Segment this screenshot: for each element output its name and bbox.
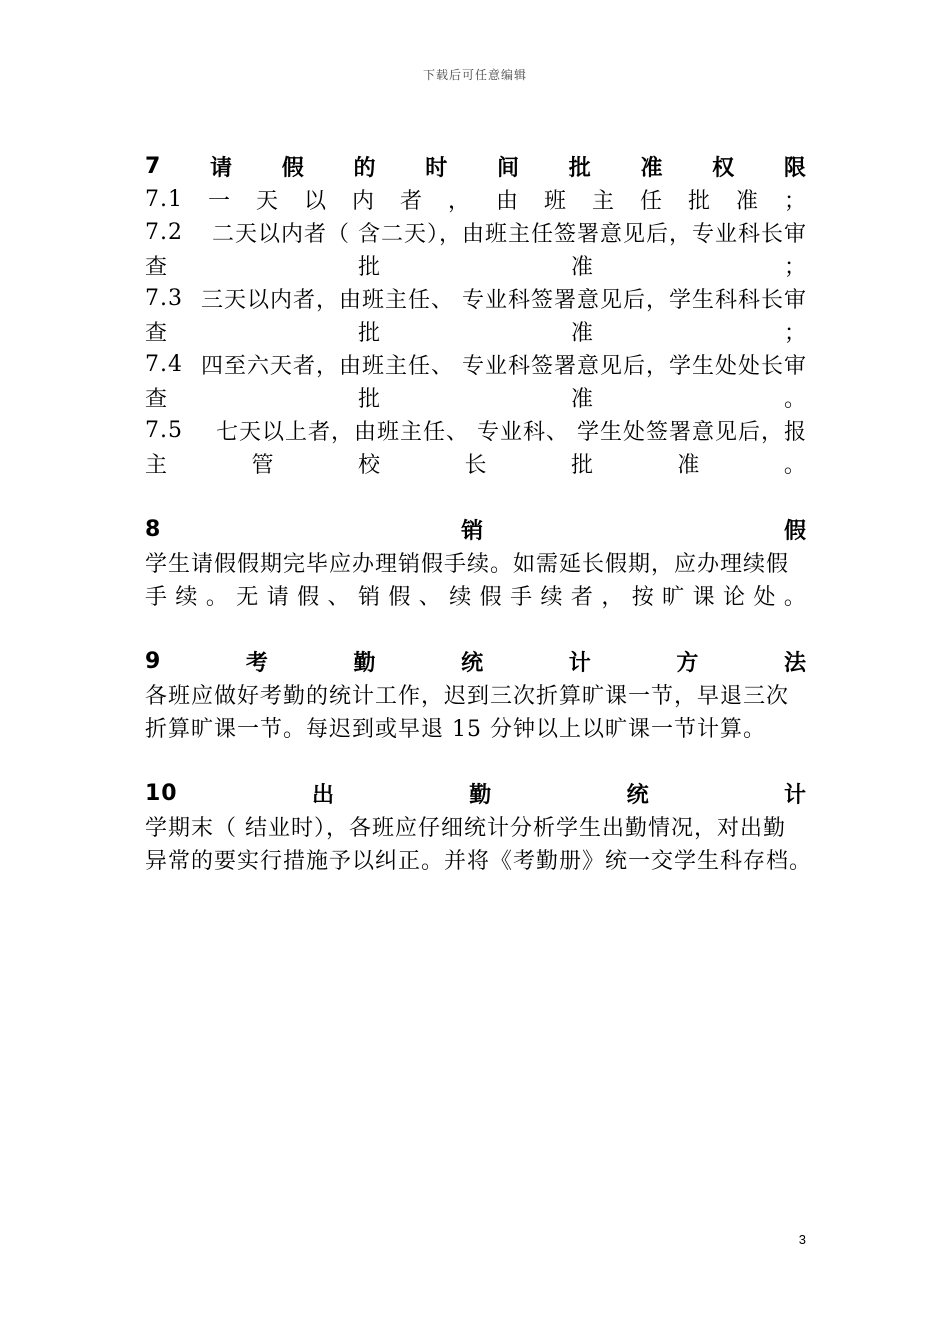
text-segment: 7.3 xyxy=(145,286,183,311)
text-segment: 勤 xyxy=(353,651,377,676)
text-segment: 学生请假假期完毕应办理销假手续。如需延长假期，应办理续假 xyxy=(145,552,790,577)
section-heading xyxy=(145,645,807,678)
text-segment: 7 xyxy=(145,154,162,179)
text-segment: 准 xyxy=(570,387,594,412)
paragraph-line xyxy=(145,678,807,711)
text-segment: 手 xyxy=(510,585,534,610)
text-segment: 准 xyxy=(640,156,664,181)
text-segment: 一 xyxy=(207,189,231,214)
text-segment: 续 xyxy=(449,585,473,610)
page-number: 3 xyxy=(798,1232,806,1247)
text-segment: ； xyxy=(783,189,807,214)
paragraph-line xyxy=(145,282,807,315)
text-segment: 勤 xyxy=(469,783,493,808)
text-segment: 假 xyxy=(479,585,503,610)
text-segment: 班 xyxy=(543,189,567,214)
text-segment: 。 xyxy=(783,585,807,610)
text-segment: 者 xyxy=(399,189,423,214)
text-segment: 计 xyxy=(783,783,807,808)
text-segment: 内 xyxy=(351,189,375,214)
text-segment: 天 xyxy=(255,189,279,214)
text-segment: 7.2 xyxy=(145,220,183,245)
text-segment: 批 xyxy=(687,189,711,214)
text-segment: 二天以内者（ 含二天），由班主任签署意见后，专业科长审 xyxy=(212,222,807,247)
text-segment: 折算旷课一节。每迟到或早退 15 分钟以上以旷课一节计算。 xyxy=(145,717,766,742)
text-segment: 异常的要实行措施予以纠正。并将《考勤册》统一交学生科存档。 xyxy=(145,849,813,874)
text-segment: 管 xyxy=(251,453,275,478)
text-segment: 、 xyxy=(418,585,442,610)
text-segment: 假 xyxy=(388,585,412,610)
paragraph-line xyxy=(145,249,807,282)
section-heading xyxy=(145,513,807,546)
paragraph-line xyxy=(145,579,807,612)
text-segment: 任 xyxy=(639,189,663,214)
text-segment: 批 xyxy=(568,156,592,181)
text-segment: 主 xyxy=(145,453,169,478)
section-gap xyxy=(145,480,807,513)
text-segment: 续 xyxy=(540,585,564,610)
text-segment: 8 xyxy=(145,517,162,542)
section-gap xyxy=(145,744,807,777)
section-gap xyxy=(145,612,807,645)
paragraph-line xyxy=(145,447,807,480)
paragraph-line xyxy=(145,810,807,843)
text-segment: 销 xyxy=(357,585,381,610)
text-segment: 批 xyxy=(357,255,381,280)
text-segment: 方 xyxy=(676,651,700,676)
text-segment: 销 xyxy=(461,519,485,544)
paragraph-line xyxy=(145,315,807,348)
section-heading xyxy=(145,777,807,810)
text-segment: 权 xyxy=(712,156,736,181)
text-segment: 手 xyxy=(145,585,169,610)
text-segment: ； xyxy=(783,321,807,346)
text-segment: 、 xyxy=(327,585,351,610)
text-segment: 计 xyxy=(568,651,592,676)
text-segment: 请 xyxy=(266,585,290,610)
text-segment: 续 xyxy=(175,585,199,610)
text-segment: 四至六天者，由班主任、 专业科签署意见后，学生处处长审 xyxy=(201,354,807,379)
paragraph-line xyxy=(145,381,807,414)
text-segment: 查 xyxy=(145,321,169,346)
text-segment: 长 xyxy=(464,453,488,478)
text-segment: 限 xyxy=(783,156,807,181)
text-segment: 的 xyxy=(353,156,377,181)
text-segment: 间 xyxy=(496,156,520,181)
document-body xyxy=(145,150,813,876)
paragraph-line xyxy=(145,711,807,744)
text-segment: 7.5 xyxy=(145,418,183,443)
text-segment: 以 xyxy=(303,189,327,214)
text-segment: 学期末（ 结业时），各班应仔细统计分析学生出勤情况，对出勤 xyxy=(145,816,786,841)
text-segment: 准 xyxy=(570,255,594,280)
text-segment: 者 xyxy=(570,585,594,610)
text-segment: 准 xyxy=(677,453,701,478)
text-segment: 七天以上者，由班主任、 专业科、 学生处签署意见后，报 xyxy=(216,420,807,445)
text-segment: 假 xyxy=(281,156,305,181)
text-segment: 请 xyxy=(210,156,234,181)
text-segment: 法 xyxy=(783,651,807,676)
text-segment: 假 xyxy=(297,585,321,610)
text-segment: 。 xyxy=(205,585,229,610)
text-segment: 准 xyxy=(570,321,594,346)
text-segment: 主 xyxy=(591,189,615,214)
paragraph-line xyxy=(145,843,813,876)
text-segment: 查 xyxy=(145,255,169,280)
text-segment: 9 xyxy=(145,649,162,674)
paragraph-line xyxy=(145,348,807,381)
text-segment: 论 xyxy=(723,585,747,610)
text-segment: 统 xyxy=(626,783,650,808)
text-segment: 时 xyxy=(425,156,449,181)
page-header: 下载后可任意编辑 xyxy=(422,68,527,82)
text-segment: 校 xyxy=(357,453,381,478)
paragraph-line xyxy=(145,414,807,447)
text-segment: 7.4 xyxy=(145,352,183,377)
text-segment: 处 xyxy=(753,585,777,610)
text-segment: ； xyxy=(783,255,807,280)
text-segment: ， xyxy=(601,585,625,610)
text-segment: 课 xyxy=(692,585,716,610)
text-segment: 各班应做好考勤的统计工作，迟到三次折算旷课一节，早退三次 xyxy=(145,684,790,709)
text-segment: 10 xyxy=(145,781,178,806)
text-segment: 查 xyxy=(145,387,169,412)
text-segment: 。 xyxy=(783,453,807,478)
text-segment: 假 xyxy=(783,519,807,544)
text-segment: 考 xyxy=(245,651,269,676)
text-segment: 准 xyxy=(735,189,759,214)
paragraph-line xyxy=(145,546,807,579)
text-segment: 统 xyxy=(461,651,485,676)
text-segment: 无 xyxy=(236,585,260,610)
text-segment: 由 xyxy=(495,189,519,214)
text-segment: ， xyxy=(447,189,471,214)
text-segment: 旷 xyxy=(662,585,686,610)
text-segment: 批 xyxy=(570,453,594,478)
section-heading xyxy=(145,150,807,183)
text-segment: 按 xyxy=(631,585,655,610)
text-segment: 出 xyxy=(311,783,335,808)
text-segment: 7.1 xyxy=(145,187,183,212)
text-segment: 。 xyxy=(783,387,807,412)
text-segment: 批 xyxy=(357,321,381,346)
paragraph-line xyxy=(145,183,807,216)
text-segment: 批 xyxy=(357,387,381,412)
paragraph-line xyxy=(145,216,807,249)
text-segment: 三天以内者，由班主任、 专业科签署意见后，学生科科长审 xyxy=(201,288,807,313)
